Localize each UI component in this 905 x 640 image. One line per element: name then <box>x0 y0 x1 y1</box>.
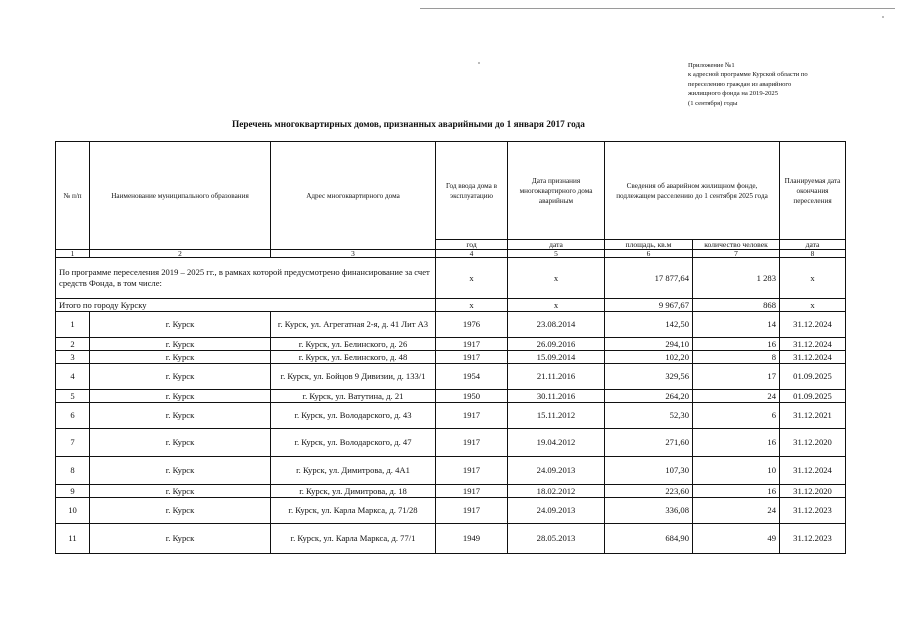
row-people: 8 <box>693 351 780 364</box>
appendix-line: переселению граждан из аварийного <box>688 80 792 88</box>
row-people: 16 <box>693 429 780 457</box>
row-planned: 31.12.2024 <box>780 457 846 485</box>
city-total-label: Итого по городу Курску <box>56 299 436 312</box>
row-planned: 31.12.2021 <box>780 403 846 429</box>
row-num: 1 <box>56 312 90 338</box>
table-row <box>56 457 846 485</box>
row-address: г. Курск, ул. Ватутина, д. 21 <box>271 390 436 403</box>
unit-area: площадь, кв.м <box>605 240 693 250</box>
row-planned: 31.12.2020 <box>780 485 846 498</box>
column-number: 3 <box>271 250 436 258</box>
row-address: г. Курск, ул. Белинского, д. 48 <box>271 351 436 364</box>
row-people: 16 <box>693 485 780 498</box>
row-date: 19.04.2012 <box>508 429 605 457</box>
appendix-note <box>688 61 878 108</box>
row-planned: 31.12.2024 <box>780 338 846 351</box>
row-date: 24.09.2013 <box>508 457 605 485</box>
row-year: 1917 <box>436 457 508 485</box>
row-date: 18.02.2012 <box>508 485 605 498</box>
city-total-planned: x <box>780 299 846 312</box>
scan-edge-line <box>420 8 895 9</box>
header-year: Год ввода дома в эксплуатацию <box>436 142 508 240</box>
row-planned: 31.12.2020 <box>780 429 846 457</box>
row-municipality: г. Курск <box>90 390 271 403</box>
table-row <box>56 498 846 524</box>
appendix-line: к адресной программе Курской области по <box>688 71 808 79</box>
row-num: 3 <box>56 351 90 364</box>
header-num: № п/п <box>56 142 90 250</box>
row-year: 1917 <box>436 403 508 429</box>
row-municipality: г. Курск <box>90 457 271 485</box>
row-planned: 01.09.2025 <box>780 364 846 390</box>
program-total-planned: x <box>780 258 846 299</box>
row-date: 24.09.2013 <box>508 498 605 524</box>
row-area: 52,30 <box>605 403 693 429</box>
document-title: Перечень многоквартирных домов, признанных аварийными до 1 января 2017 года <box>232 120 585 130</box>
header-info: Сведения об аварийном жилищном фонде, подлежащем расселению до 1 сентября 2025 года <box>605 142 780 240</box>
row-year: 1917 <box>436 429 508 457</box>
column-numbers-row <box>56 250 846 258</box>
row-area: 264,20 <box>605 390 693 403</box>
row-year: 1917 <box>436 351 508 364</box>
row-year: 1917 <box>436 498 508 524</box>
table-row <box>56 524 846 554</box>
row-area: 102,20 <box>605 351 693 364</box>
row-date: 28.05.2013 <box>508 524 605 554</box>
row-num: 2 <box>56 338 90 351</box>
row-date: 26.09.2016 <box>508 338 605 351</box>
row-area: 294,10 <box>605 338 693 351</box>
row-municipality: г. Курск <box>90 498 271 524</box>
emergency-houses-table <box>55 141 846 554</box>
program-total-area: 17 877,64 <box>605 258 693 299</box>
row-municipality: г. Курск <box>90 338 271 351</box>
row-people: 6 <box>693 403 780 429</box>
row-municipality: г. Курск <box>90 485 271 498</box>
row-address: г. Курск, ул. Карла Маркса, д. 71/28 <box>271 498 436 524</box>
row-num: 7 <box>56 429 90 457</box>
scan-speck <box>882 16 884 18</box>
row-people: 49 <box>693 524 780 554</box>
row-year: 1950 <box>436 390 508 403</box>
header-planned: Планируемая дата окончания переселения <box>780 142 846 240</box>
city-total-date: x <box>508 299 605 312</box>
column-number: 2 <box>90 250 271 258</box>
program-total-label: По программе переселения 2019 – 2025 гг., в рамках которой предусмотрено финансирование за счет средств Фонда, в том числе: <box>56 258 436 299</box>
row-num: 4 <box>56 364 90 390</box>
row-year: 1954 <box>436 364 508 390</box>
row-address: г. Курск, ул. Агрегатная 2-я, д. 41 Лит А3 <box>271 312 436 338</box>
row-address: г. Курск, ул. Белинского, д. 26 <box>271 338 436 351</box>
row-date: 30.11.2016 <box>508 390 605 403</box>
row-area: 223,60 <box>605 485 693 498</box>
unit-date: дата <box>508 240 605 250</box>
table-row <box>56 364 846 390</box>
row-municipality: г. Курск <box>90 364 271 390</box>
row-planned: 31.12.2024 <box>780 312 846 338</box>
row-area: 329,56 <box>605 364 693 390</box>
row-people: 24 <box>693 390 780 403</box>
row-address: г. Курск, ул. Карла Маркса, д. 77/1 <box>271 524 436 554</box>
header-municipality: Наименование муниципального образования <box>90 142 271 250</box>
table-header-row <box>56 142 846 240</box>
row-people: 14 <box>693 312 780 338</box>
table-row <box>56 429 846 457</box>
row-planned: 31.12.2023 <box>780 498 846 524</box>
row-num: 10 <box>56 498 90 524</box>
program-total-people: 1 283 <box>693 258 780 299</box>
unit-year: год <box>436 240 508 250</box>
table-row <box>56 338 846 351</box>
table-row <box>56 351 846 364</box>
row-people: 10 <box>693 457 780 485</box>
appendix-line: Приложение №1 <box>688 62 735 69</box>
table-row <box>56 403 846 429</box>
program-total-row <box>56 258 846 299</box>
row-municipality: г. Курск <box>90 429 271 457</box>
row-area: 142,50 <box>605 312 693 338</box>
row-date: 23.08.2014 <box>508 312 605 338</box>
row-planned: 31.12.2024 <box>780 351 846 364</box>
row-address: г. Курск, ул. Володарского, д. 47 <box>271 429 436 457</box>
row-year: 1976 <box>436 312 508 338</box>
city-total-area: 9 967,67 <box>605 299 693 312</box>
row-people: 16 <box>693 338 780 351</box>
column-number: 8 <box>780 250 846 258</box>
appendix-line: (1 сентября) годы <box>688 99 738 107</box>
row-people: 24 <box>693 498 780 524</box>
row-area: 336,08 <box>605 498 693 524</box>
row-num: 8 <box>56 457 90 485</box>
row-people: 17 <box>693 364 780 390</box>
city-total-row <box>56 299 846 312</box>
column-number: 7 <box>693 250 780 258</box>
row-date: 15.11.2012 <box>508 403 605 429</box>
column-number: 6 <box>605 250 693 258</box>
table-row <box>56 390 846 403</box>
row-municipality: г. Курск <box>90 351 271 364</box>
table-row <box>56 485 846 498</box>
program-total-year: x <box>436 258 508 299</box>
row-num: 11 <box>56 524 90 554</box>
column-number: 1 <box>56 250 90 258</box>
row-date: 21.11.2016 <box>508 364 605 390</box>
scan-speck <box>478 62 480 64</box>
city-total-year: x <box>436 299 508 312</box>
unit-planned: дата <box>780 240 846 250</box>
header-address: Адрес многоквартирного дома <box>271 142 436 250</box>
row-address: г. Курск, ул. Димитрова, д. 18 <box>271 485 436 498</box>
row-municipality: г. Курск <box>90 403 271 429</box>
row-year: 1917 <box>436 338 508 351</box>
table-row <box>56 312 846 338</box>
row-area: 271,60 <box>605 429 693 457</box>
row-planned: 01.09.2025 <box>780 390 846 403</box>
row-area: 107,30 <box>605 457 693 485</box>
city-total-people: 868 <box>693 299 780 312</box>
program-total-date: x <box>508 258 605 299</box>
unit-people: количество человек <box>693 240 780 250</box>
column-number: 4 <box>436 250 508 258</box>
appendix-line: жилищного фонда на 2019-2025 <box>688 90 778 98</box>
row-address: г. Курск, ул. Бойцов 9 Дивизии, д. 133/1 <box>271 364 436 390</box>
row-num: 5 <box>56 390 90 403</box>
row-num: 6 <box>56 403 90 429</box>
row-year: 1949 <box>436 524 508 554</box>
row-area: 684,90 <box>605 524 693 554</box>
row-municipality: г. Курск <box>90 524 271 554</box>
column-number: 5 <box>508 250 605 258</box>
row-date: 15.09.2014 <box>508 351 605 364</box>
header-date: Дата признания многоквартирного дома аварийным <box>508 142 605 240</box>
row-year: 1917 <box>436 485 508 498</box>
row-num: 9 <box>56 485 90 498</box>
row-planned: 31.12.2023 <box>780 524 846 554</box>
row-municipality: г. Курск <box>90 312 271 338</box>
row-address: г. Курск, ул. Димитрова, д. 4А1 <box>271 457 436 485</box>
row-address: г. Курск, ул. Володарского, д. 43 <box>271 403 436 429</box>
